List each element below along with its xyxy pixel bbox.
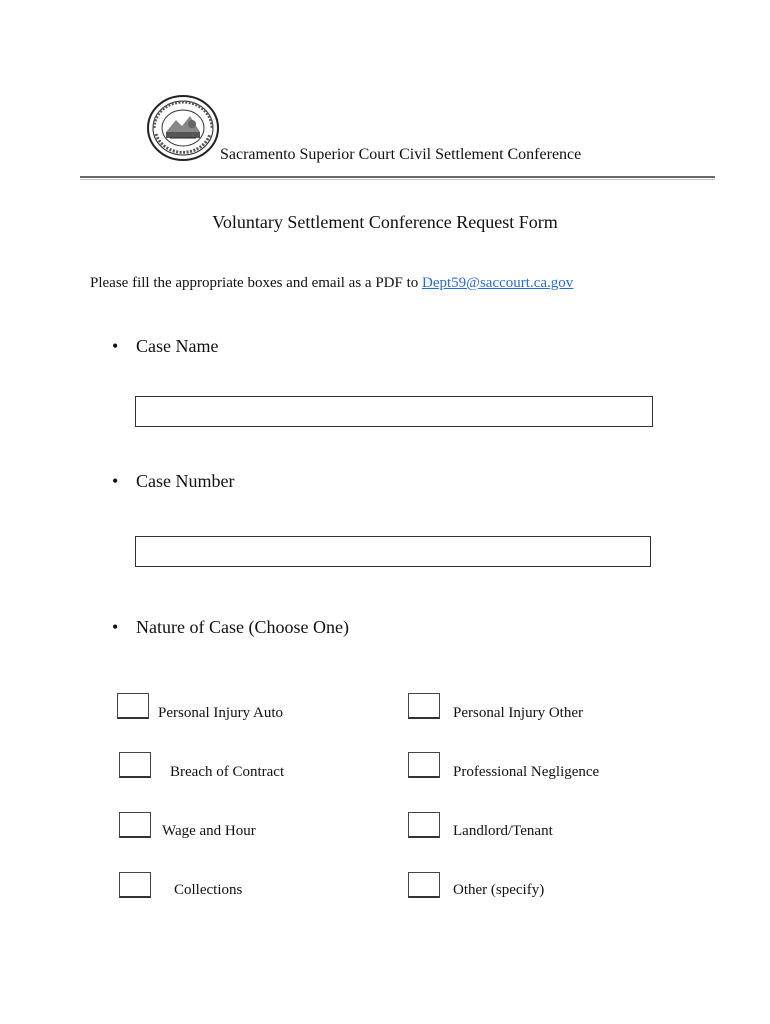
checkbox-collections[interactable] [119, 872, 151, 898]
case-name-label: Case Name [136, 336, 219, 356]
instructions-text [90, 275, 573, 292]
case-number-heading [112, 471, 234, 492]
bullet-icon: • [112, 617, 119, 637]
case-name-field-box [135, 396, 653, 427]
case-number-field-box [135, 536, 651, 567]
bullet-icon: • [112, 336, 119, 356]
email-link[interactable]: Dept59@saccourt.ca.gov [422, 275, 574, 291]
case-number-input[interactable] [136, 537, 650, 566]
label-personal-injury-auto: Personal Injury Auto [158, 705, 283, 721]
bullet-icon: • [112, 471, 119, 491]
form-title: Voluntary Settlement Conference Request Form [212, 212, 558, 232]
checkbox-breach-of-contract[interactable] [119, 752, 151, 778]
checkbox-personal-injury-auto[interactable] [117, 693, 149, 719]
label-wage-and-hour: Wage and Hour [162, 823, 256, 839]
case-name-heading [112, 336, 218, 357]
case-number-label: Case Number [136, 471, 235, 491]
nature-of-case-heading [112, 617, 349, 638]
court-seal-icon [146, 94, 220, 162]
checkbox-professional-negligence[interactable] [408, 752, 440, 778]
instructions-prefix: Please fill the appropriate boxes and email as a PDF to [90, 275, 422, 291]
checkbox-wage-and-hour[interactable] [119, 812, 151, 838]
label-breach-of-contract: Breach of Contract [170, 764, 285, 780]
label-collections: Collections [174, 882, 243, 898]
checkbox-landlord-tenant[interactable] [408, 812, 440, 838]
court-header-title: Sacramento Superior Court Civil Settlement Conference [220, 146, 582, 163]
label-other-specify: Other (specify) [453, 882, 545, 898]
checkbox-personal-injury-other[interactable] [408, 693, 440, 719]
case-name-input[interactable] [136, 397, 652, 426]
label-landlord-tenant: Landlord/Tenant [453, 823, 553, 839]
header-divider-shadow [80, 179, 715, 180]
label-personal-injury-other: Personal Injury Other [453, 705, 583, 721]
header-divider [80, 176, 715, 178]
label-professional-negligence: Professional Negligence [453, 764, 600, 780]
nature-of-case-label: Nature of Case (Choose One) [136, 617, 349, 637]
checkbox-other-specify[interactable] [408, 872, 440, 898]
